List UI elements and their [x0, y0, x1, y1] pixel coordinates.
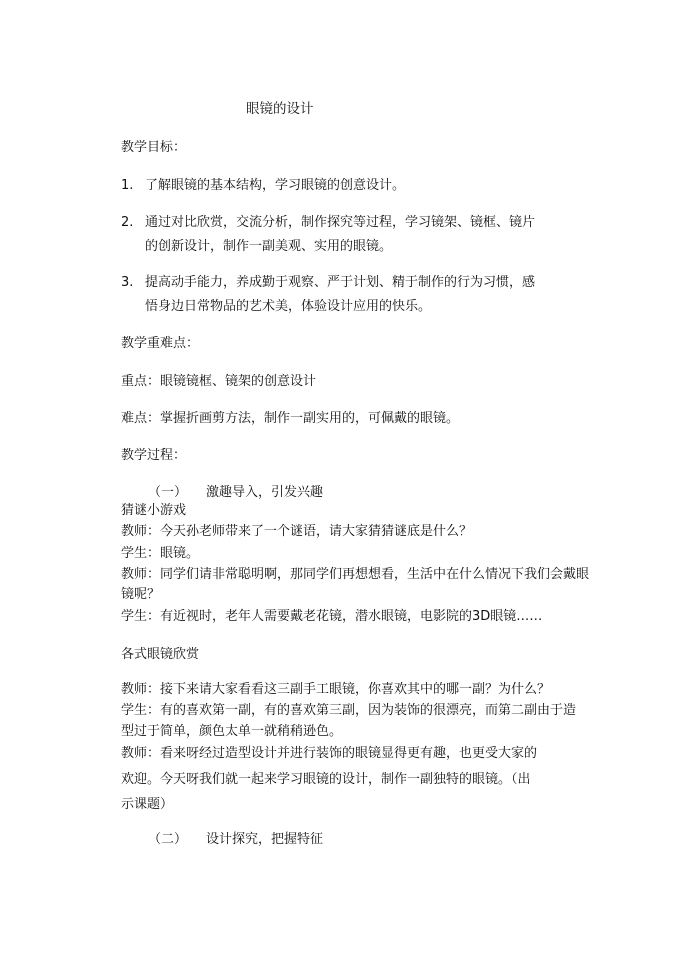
section-2-label: 设计探究，把握特征 [206, 832, 324, 847]
goals-heading: 教学目标： [121, 140, 187, 155]
section-1-label: 激趣导入，引发兴趣 [206, 485, 324, 500]
s1b-line-3: 型过于简单，颜色太单一就稍稍逊色。 [121, 724, 343, 739]
section-2-number: （二） [148, 832, 188, 847]
goal-2-number: 2. [121, 215, 134, 230]
s1b-heading: 各式眼镜欣赏 [121, 647, 200, 662]
s1b-line-5: 欢迎。今天呀我们就一起来学习眼镜的设计，制作一副独特的眼镜。（出 [121, 772, 531, 787]
goal-1-text: 了解眼镜的基本结构，学习眼镜的创意设计。 [145, 178, 406, 193]
s1-line-2: 教师：今天孙老师带来了一个谜语，请大家猜猜谜底是什么？ [121, 524, 473, 539]
s1b-line-2: 学生：有的喜欢第一副，有的喜欢第三副，因为装饰的很漂亮，而第二副由于造 [121, 703, 577, 718]
goal-1-number: 1. [121, 178, 134, 193]
key-point: 重点：眼镜镜框、镜架的创意设计 [121, 374, 317, 389]
document-title: 眼镜的设计 [246, 101, 314, 117]
goal-3-number: 3. [121, 275, 134, 290]
goal-3-text: 提高动手能力，养成勤于观察、严于计划、精于制作的行为习惯，感 [145, 275, 536, 290]
s1b-line-4: 教师：看来呀经过造型设计并进行装饰的眼镜显得更有趣，也更受大家的 [121, 746, 538, 761]
goal-3-text-cont: 悟身边日常物品的艺术美，体验设计应用的快乐。 [145, 299, 432, 314]
s1-line-5: 镜呢？ [121, 587, 161, 602]
difficult-point: 难点：掌握折画剪方法，制作一副实用的，可佩戴的眼镜。 [121, 411, 460, 426]
goal-2-text: 通过对比欣赏，交流分析，制作探究等过程，学习镜架、镜框、镜片 [145, 215, 536, 230]
key-heading: 教学重难点： [121, 336, 200, 351]
goal-2-text-cont: 的创新设计，制作一副美观、实用的眼镜。 [145, 239, 393, 254]
s1b-line-6: 示课题） [121, 797, 174, 812]
s1-line-1: 猜谜小游戏 [121, 503, 187, 518]
section-1-number: （一） [148, 485, 188, 500]
s1-line-6: 学生：有近视时，老年人需要戴老花镜，潜水眼镜，电影院的3D眼镜…… [121, 609, 543, 624]
s1-line-4: 教师：同学们请非常聪明啊，那同学们再想想看，生活中在什么情况下我们会戴眼 [121, 567, 590, 582]
s1b-line-1: 教师：接下来请大家看看这三副手工眼镜，你喜欢其中的哪一副？为什么？ [121, 682, 551, 697]
process-heading: 教学过程： [121, 448, 187, 463]
s1-line-3: 学生：眼镜。 [121, 546, 200, 561]
